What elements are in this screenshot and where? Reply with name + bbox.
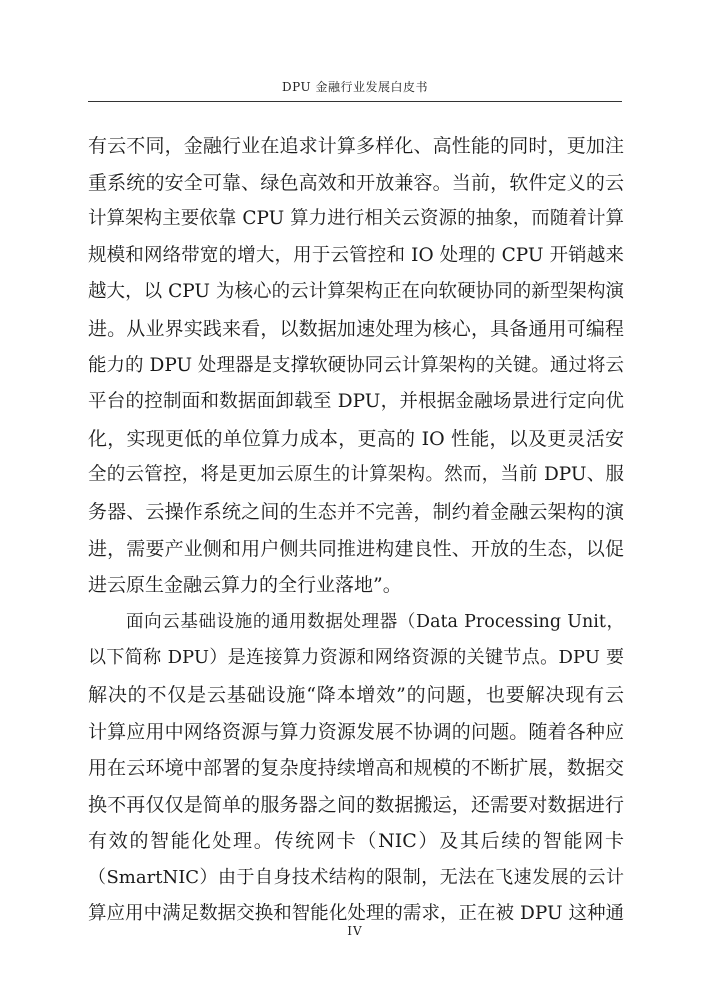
text-line: 解决的不仅是云基础设施“降本增效”的问题，也要解决现有云 [88,683,624,706]
paragraph-1 [88,128,624,604]
text-line: 以下简称 DPU）是连接算力资源和网络资源的关键节点。DPU 要 [88,647,624,669]
text-line: 能力的 DPU 处理器是支撑软硬协同云计算架构的关键。通过将云 [88,354,624,376]
text-line: 规模和网络带宽的增大，用于云管控和 IO 处理的 CPU 开销越来 [88,244,624,266]
text-line: 有云不同，金融行业在追求计算多样化、高性能的同时，更加注 [88,135,624,157]
header-divider [88,101,622,102]
body-text [88,128,624,933]
text-line: 用在云环境中部署的复杂度持续增高和规模的不断扩展，数据交 [88,757,624,780]
page-number: IV [347,924,363,938]
text-line: 换不再仅仅是简单的服务器之间的数据搬运，还需要对数据进行 [88,793,624,816]
text-line: 进。从业界实践来看，以数据加速处理为核心，具备通用可编程 [88,317,624,340]
text-line: 务器、云操作系统之间的生态并不完善，制约着金融云架构的演 [88,500,624,523]
text-line: （SmartNIC）由于自身技术结构的限制，无法在飞速发展的云计 [88,866,624,888]
text-line: 算应用中满足数据交换和智能化处理的需求，正在被 DPU 这种通 [88,903,624,925]
text-line: 面向云基础设施的通用数据处理器（Data Processing Unit， [126,611,624,632]
text-line: 全的云管控，将是更加云原生的计算架构。然而，当前 DPU、服 [88,464,624,486]
paragraph-2 [88,604,624,933]
text-line: 平台的控制面和数据面卸载至 DPU，并根据金融场景进行定向优 [88,391,624,413]
text-line: 重系统的安全可靠、绿色高效和开放兼容。当前，软件定义的云 [88,171,624,194]
text-line: 进云原生金融云算力的全行业落地”。 [88,574,402,597]
document-title: DPU 金融行业发展白皮书 [282,80,428,94]
page-header [88,76,622,104]
text-line: 计算应用中网络资源与算力资源发展不协调的问题。随着各种应 [88,720,624,743]
text-line: 计算架构主要依靠 CPU 算力进行相关云资源的抽象，而随着计算 [88,208,624,230]
text-line: 越大，以 CPU 为核心的云计算架构正在向软硬协同的新型架构演 [88,281,624,303]
text-line: 化，实现更低的单位算力成本，更高的 IO 性能，以及更灵活安 [88,427,624,450]
text-line: 有效的智能化处理。传统网卡（NIC）及其后续的智能网卡 [88,830,624,853]
text-line: 进，需要产业侧和用户侧共同推进构建良性、开放的生态，以促 [88,537,624,560]
